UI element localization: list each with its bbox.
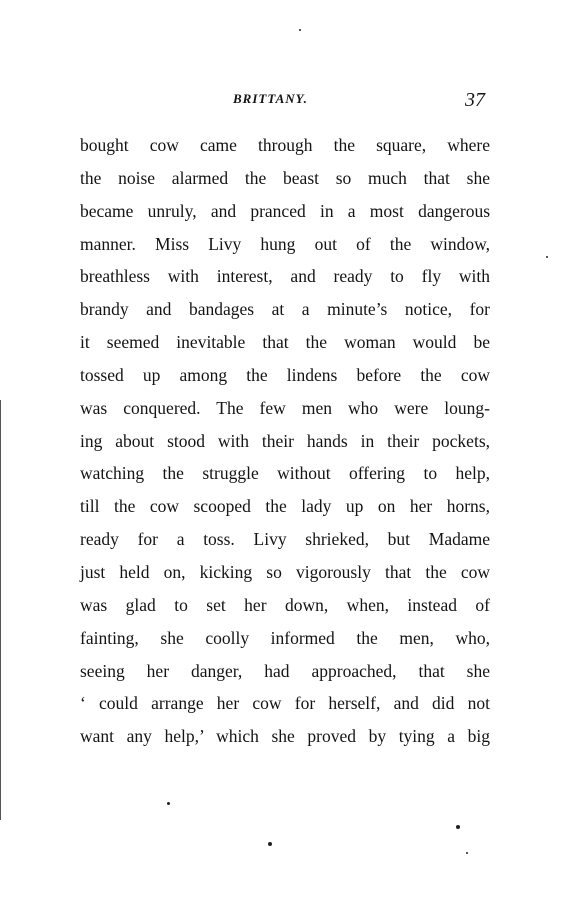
scan-speck (268, 842, 272, 846)
text-line: brandy and bandages at a minute’s notice, for (80, 299, 490, 320)
text-line: the noise alarmed the beast so much that she (80, 167, 490, 188)
text-line: ‘ could arrange her cow for herself, and did not (80, 693, 490, 714)
text-line: want any help,’ which she proved by tying a big (80, 726, 490, 747)
scan-speck (466, 852, 468, 854)
text-line: just held on, kicking so vigorously that the cow (80, 561, 490, 582)
text-line: was glad to set her down, when, instead of (80, 594, 490, 615)
text-line: ing about stood with their hands in their pockets, (80, 430, 490, 451)
text-line: till the cow scooped the lady up on her horns, (80, 496, 490, 517)
scan-speck (167, 802, 170, 805)
text-line: watching the struggle without offering to help, (80, 463, 490, 484)
page-number: 37 (465, 89, 485, 111)
page-header (0, 89, 564, 113)
text-line: manner. Miss Livy hung out of the window, (80, 233, 490, 254)
running-title: BRITTANY. (233, 91, 308, 106)
text-line: fainting, she coolly informed the men, who, (80, 627, 490, 648)
page-edge (0, 400, 1, 820)
scan-speck (546, 256, 548, 258)
text-line: ready for a toss. Livy shrieked, but Madame (80, 529, 490, 550)
text-line: breathless with interest, and ready to fly with (80, 266, 490, 287)
scan-speck (299, 29, 301, 31)
body-text (80, 129, 490, 753)
scan-speck (456, 825, 460, 829)
text-line: became unruly, and pranced in a most dangerous (80, 200, 490, 221)
text-line: tossed up among the lindens before the cow (80, 364, 490, 385)
text-line: was conquered. The few men who were loung- (80, 397, 490, 418)
text-line: it seemed inevitable that the woman would be (80, 332, 490, 353)
text-line: bought cow came through the square, where (80, 135, 490, 155)
text-line: seeing her danger, had approached, that she (80, 660, 490, 681)
